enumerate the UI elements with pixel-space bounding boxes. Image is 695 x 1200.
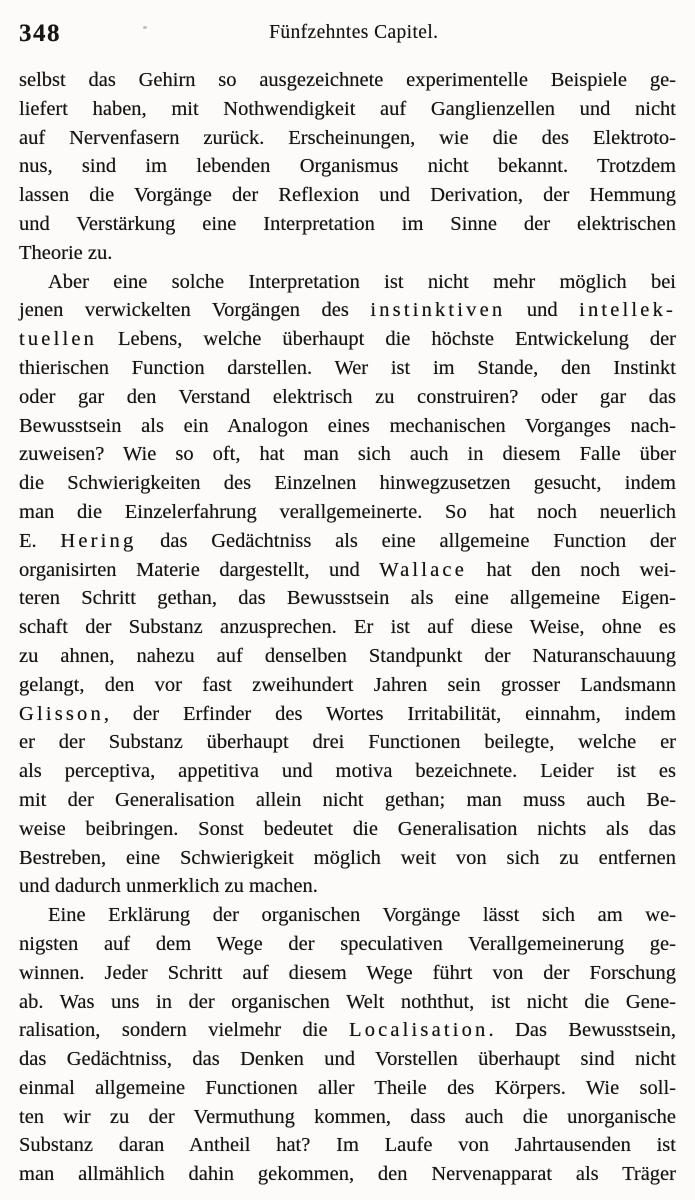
- text-line: [19, 152, 676, 181]
- text-line: [19, 988, 676, 1017]
- text-segment: und dadurch unmerklich zu machen.: [19, 875, 318, 898]
- running-header: [19, 16, 675, 52]
- text-line: [19, 1074, 676, 1103]
- text-line: [19, 469, 676, 498]
- text-segment: das Gedächtniss, das Denken und Vorstellen überhaupt sind nicht: [19, 1048, 676, 1071]
- text-segment: nus, sind im lebenden Organismus nicht bekannt. Trotzdem: [19, 155, 676, 178]
- text-line: [19, 872, 676, 901]
- text-line: [19, 210, 676, 239]
- text-line: [19, 440, 676, 469]
- text-segment: schaft der Substanz anzusprechen. Er ist auf diese Weise, ohne es: [19, 616, 676, 639]
- text-line: [19, 728, 676, 757]
- text-segment: und Verstärkung eine Interpretation im Sinne der elektrischen: [19, 212, 676, 235]
- text-line: [19, 1045, 676, 1074]
- text-block: [19, 66, 676, 1189]
- text-line: [19, 1103, 676, 1132]
- text-line: [19, 239, 676, 268]
- text-line: [19, 815, 676, 844]
- text-line: [19, 66, 676, 95]
- text-segment: zu ahnen, nahezu auf denselben Standpunkt der Naturanschauung: [19, 644, 676, 667]
- text-line: [19, 181, 676, 210]
- text-segment: , der Erfinder des Wortes Irritabilität, einnahm, indem: [103, 702, 676, 725]
- text-segment: als perceptiva, appetitiva und motiva bezeichnete. Leider ist es: [19, 760, 676, 783]
- text-segment: Aber eine solche Interpretation ist nicht mehr möglich bei: [48, 270, 676, 293]
- letterspaced-text: Wallace: [379, 558, 467, 581]
- text-segment: Theorie zu.: [19, 241, 113, 264]
- text-line: [19, 124, 676, 153]
- text-line: [19, 613, 676, 642]
- text-line: [19, 268, 676, 297]
- text-segment: organisirten Materie dargestellt, und: [19, 558, 380, 581]
- text-line: [19, 354, 676, 383]
- text-line: [19, 671, 676, 700]
- text-line: [19, 901, 676, 930]
- text-line: [19, 296, 676, 325]
- text-segment: mit der Generalisation allein nicht gethan; man muss auch Be-: [19, 788, 676, 811]
- chapter-title: Fünfzehntes Capitel.: [269, 22, 439, 43]
- text-segment: Substanz daran Antheil hat? Im Laufe von Jahrtausenden ist: [19, 1134, 676, 1157]
- text-line: [19, 584, 676, 613]
- text-segment: winnen. Jeder Schritt auf diesem Wege führt von der Forschung: [19, 961, 676, 984]
- text-line: [19, 1016, 676, 1045]
- text-line: [19, 959, 676, 988]
- letterspaced-text: intellek-: [579, 299, 677, 322]
- text-segment: lassen die Vorgänge der Reflexion und Derivation, der Hemmung: [19, 184, 676, 207]
- text-line: [19, 498, 676, 527]
- text-segment: teren Schritt gethan, das Bewusstsein als eine allgemeine Eigen-: [19, 587, 676, 610]
- text-segment: jenen verwickelten Vorgängen des: [19, 299, 371, 322]
- text-segment: zuweisen? Wie so oft, hat man sich auch in diesem Falle über: [19, 443, 676, 466]
- text-segment: man allmählich dahin gekommen, den Nervenapparat als Träger: [19, 1163, 676, 1186]
- letterspaced-text: instinktiven: [370, 299, 506, 322]
- text-segment: auf Nervenfasern zurück. Erscheinungen, wie die des Elektroto-: [19, 126, 676, 149]
- text-segment: gelangt, den vor fast zweihundert Jahren sein grosser Landsmann: [19, 673, 676, 696]
- text-segment: ab. Was uns in der organischen Welt noththut, ist nicht die Gene-: [19, 990, 676, 1013]
- text-segment: man die Einzelerfahrung verallgemeinerte. So hat noch neuerlich: [19, 500, 676, 523]
- text-segment: einmal allgemeine Functionen aller Theile des Körpers. Wie soll-: [19, 1076, 676, 1099]
- text-line: [19, 844, 676, 873]
- text-line: [19, 95, 676, 124]
- text-segment: thierischen Function darstellen. Wer ist im Stande, den Instinkt: [19, 356, 676, 379]
- text-line: [19, 556, 676, 585]
- text-segment: oder gar den Verstand elektrisch zu construiren? oder gar das: [19, 385, 676, 408]
- text-segment: Lebens, welche überhaupt die höchste Entwickelung der: [97, 328, 676, 351]
- text-line: [19, 786, 676, 815]
- text-line: [19, 383, 676, 412]
- text-line: [19, 1131, 676, 1160]
- text-line: [19, 700, 676, 729]
- text-segment: weise beibringen. Sonst bedeutet die Generalisation nichts als das: [19, 817, 676, 840]
- page-number: 348: [19, 20, 61, 47]
- text-segment: er der Substanz überhaupt drei Functionen beilegte, welche er: [19, 731, 676, 754]
- text-segment: nigsten auf dem Wege der speculativen Verallgemeinerung ge-: [19, 932, 676, 955]
- text-segment: . Das Bewusstsein,: [488, 1019, 676, 1042]
- text-segment: Bewusstsein als ein Analogon eines mechanischen Vorganges nach-: [19, 414, 676, 437]
- letterspaced-text: Hering: [60, 529, 137, 552]
- text-segment: Bestreben, eine Schwierigkeit möglich weit von sich zu entfernen: [19, 846, 676, 869]
- text-segment: die Schwierigkeiten des Einzelnen hinwegzusetzen gesucht, indem: [19, 472, 676, 495]
- text-line: [19, 642, 676, 671]
- letterspaced-text: Glisson: [19, 702, 104, 725]
- text-segment: das Gedächtniss als eine allgemeine Function der: [136, 529, 676, 552]
- text-line: [19, 412, 676, 441]
- text-line: [19, 1160, 676, 1189]
- letterspaced-text: tuellen: [19, 328, 98, 351]
- text-segment: ten wir zu der Vermuthung kommen, dass auch die unorganische: [19, 1105, 676, 1128]
- text-segment: ralisation, sondern vielmehr die: [19, 1019, 349, 1042]
- text-segment: E.: [19, 529, 61, 552]
- text-segment: und: [505, 299, 580, 322]
- text-line: [19, 757, 676, 786]
- letterspaced-text: Localisation: [349, 1019, 489, 1042]
- text-segment: hat den noch wei-: [467, 558, 676, 581]
- text-segment: Eine Erklärung der organischen Vorgänge lässt sich am we-: [48, 904, 676, 927]
- text-segment: liefert haben, mit Nothwendigkeit auf Ganglienzellen und nicht: [19, 97, 676, 120]
- text-line: [19, 325, 676, 354]
- text-line: [19, 930, 676, 959]
- text-line: [19, 527, 676, 556]
- text-segment: selbst das Gehirn so ausgezeichnete experimentelle Beispiele ge-: [19, 69, 676, 91]
